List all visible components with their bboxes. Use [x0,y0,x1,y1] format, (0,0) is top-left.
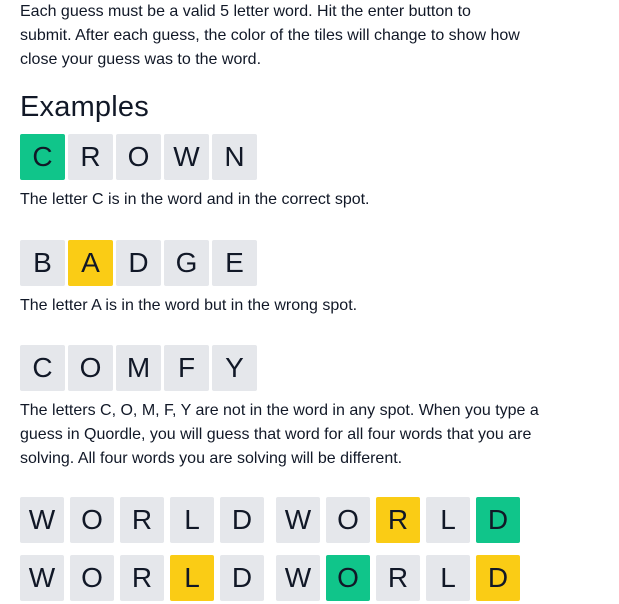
board-tile: D [476,497,520,543]
board-tile: D [476,555,520,601]
example-row-badge [20,240,257,286]
example-tile: W [164,134,209,180]
boards-row-bottom [20,555,520,601]
board-bottom-right [276,555,520,601]
example-tile: O [116,134,161,180]
board-tile: W [20,555,64,601]
board-top-right [276,497,520,543]
example-tile: M [116,345,161,391]
board-tile: L [426,555,470,601]
example-tile: R [68,134,113,180]
example-tile: F [164,345,209,391]
example-tile: D [116,240,161,286]
board-tile: R [376,497,420,543]
example-tile: E [212,240,257,286]
example-tile: C [20,134,65,180]
board-tile: O [70,497,114,543]
board-tile: R [120,555,164,601]
example-row-comfy [20,345,257,391]
board-tile: L [170,497,214,543]
example-tile: G [164,240,209,286]
example-tile: C [20,345,65,391]
example-note-comfy: The letters C, O, M, F, Y are not in the word in any spot. When you type a guess in Quordle, you will guess that word for all four words that you are solving. All four words you are solving will be different. [20,402,539,467]
boards-row-top [20,497,520,543]
board-tile: R [120,497,164,543]
board-tile: W [276,497,320,543]
board-tile: O [326,497,370,543]
example-row-crown [20,134,257,180]
board-tile: R [376,555,420,601]
example-note-badge: The letter A is in the word but in the wrong spot. [20,297,358,314]
example-tile: O [68,345,113,391]
board-tile: W [276,555,320,601]
board-top-left [20,497,264,543]
board-tile: O [326,555,370,601]
example-tile: A [68,240,113,286]
board-bottom-left [20,555,264,601]
board-tile: D [220,555,264,601]
examples-heading: Examples [20,91,149,123]
example-note-crown: The letter C is in the word and in the correct spot. [20,191,370,208]
example-tile: Y [212,345,257,391]
example-tile: N [212,134,257,180]
example-tile: B [20,240,65,286]
help-content [20,0,600,593]
board-tile: L [170,555,214,601]
intro-text: Each guess must be a valid 5 letter word. Hit the enter button to submit. After each guess, the color of the tiles will change to show how close your guess was to the word. [20,3,520,68]
board-tile: O [70,555,114,601]
board-tile: W [20,497,64,543]
board-tile: D [220,497,264,543]
board-tile: L [426,497,470,543]
